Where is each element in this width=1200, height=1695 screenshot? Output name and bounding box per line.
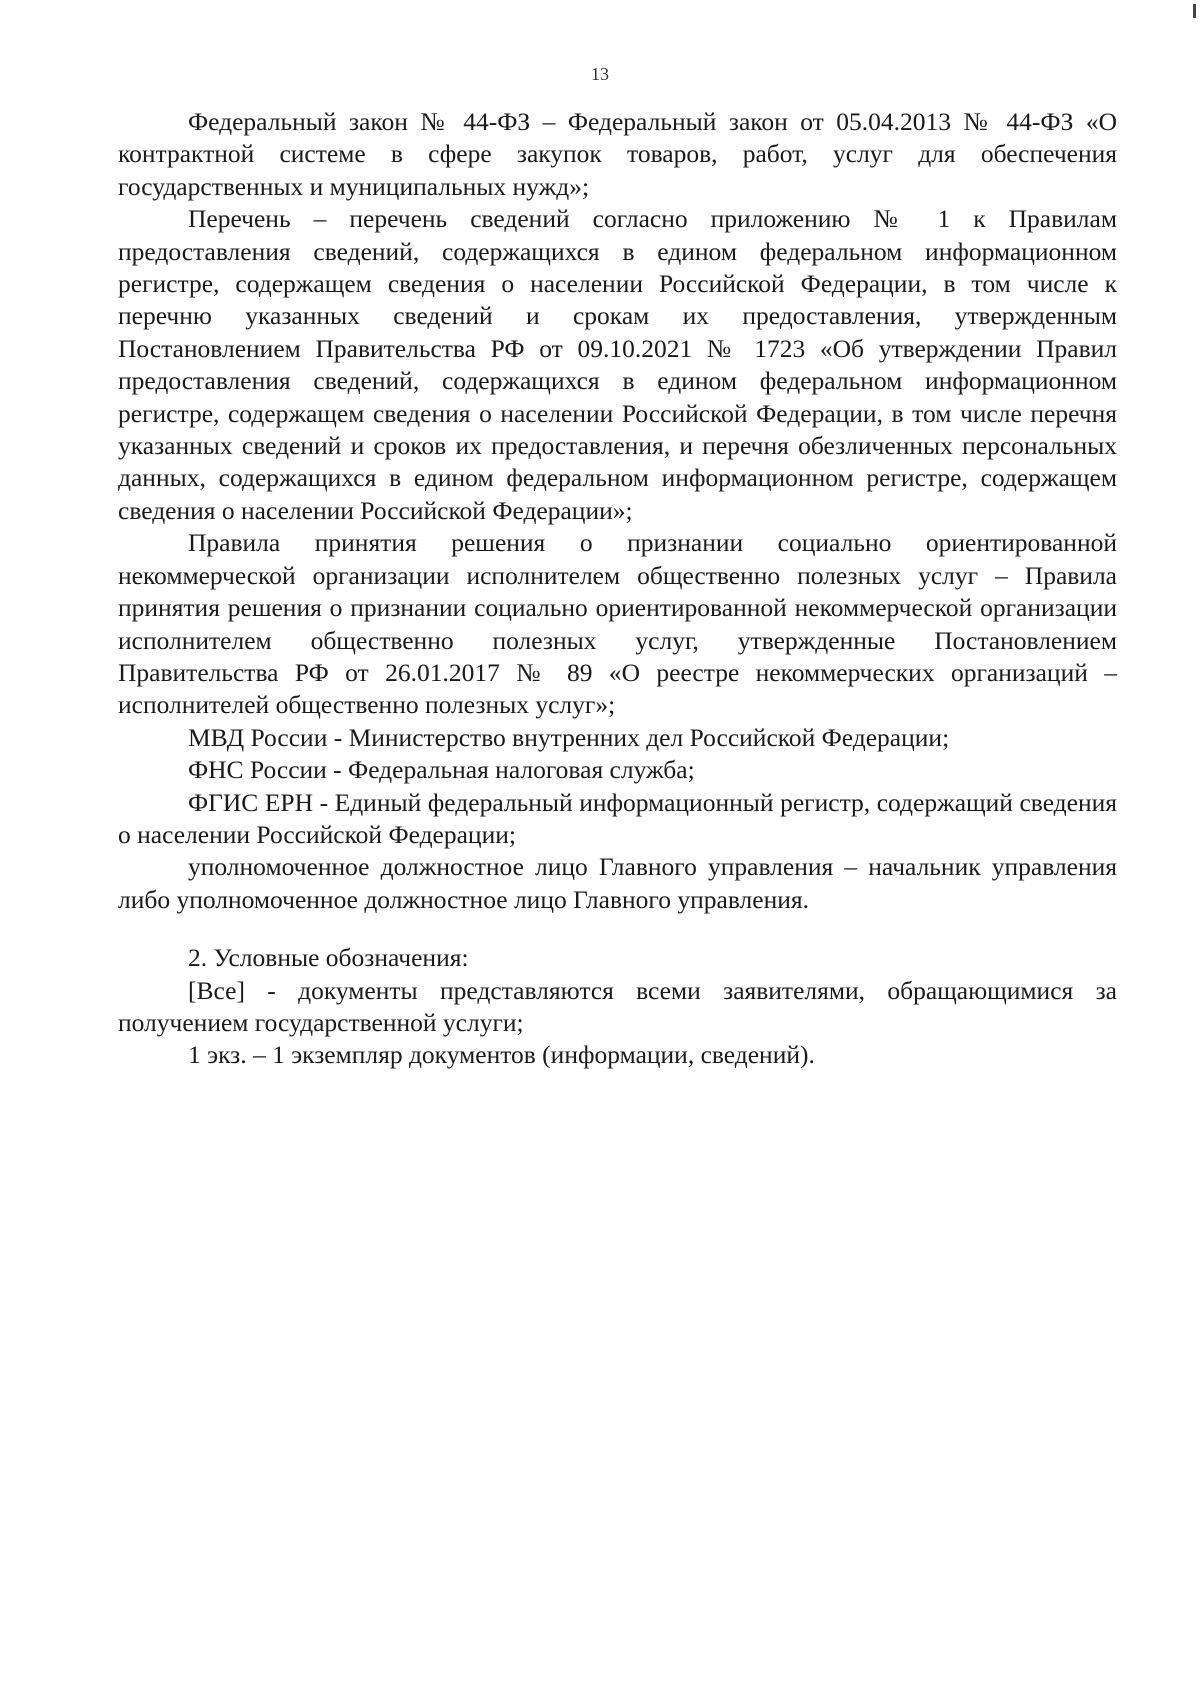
definition-perechen: Перечень – перечень сведений согласно приложению № 1 к Правилам предоставления сведений, содержащихся в едином федеральном информационном регистре, содержащем сведения о населении Российской Федерации, в том числе к перечню указанных сведений и срокам их предоставления, утвержденным Постановлением Правительства РФ от 09.10.2021 № 1723 «Об утверждении Правил предоставления сведений, содержащихся в едином федеральном информационном регистре, содержащем сведения о населении Российской Федерации, в том числе перечня указанных сведений и сроков их предоставления, и перечня обезличенных персональных данных, содержащихся в едином федеральном информационном регистре, содержащем сведения о населении Российской Федерации»; <box>118 204 1117 525</box>
definition-official: уполномоченное должностное лицо Главного управления – начальник управления либо уполномоченное должностное лицо Главного управления. <box>118 852 1117 914</box>
document-body <box>118 106 1117 1072</box>
definition-fgis-ern: ФГИС ЕРН - Единый федеральный информационный регистр, содержащий сведения о населении Российской Федерации; <box>118 787 1117 849</box>
definition-44fz: Федеральный закон № 44-ФЗ – Федеральный закон от 05.04.2013 № 44-ФЗ «О контрактной системе в сфере закупок товаров, работ, услуг для обеспечения государственных и муниципальных нужд»; <box>118 107 1117 201</box>
definition-fns: ФНС России - Федеральная налоговая служба; <box>188 755 695 785</box>
notation-item: 1 экз. – 1 экземпляр документов (информации, сведений). <box>188 1040 815 1070</box>
definition-mvd: МВД России - Министерство внутренних дел Российской Федерации; <box>188 722 950 752</box>
edge-mark <box>1193 4 1196 18</box>
notation-item: [Все] - документы представляются всеми заявителями, обращающимися за получением государственной услуги; <box>118 975 1117 1037</box>
section-heading: 2. Условные обозначения: <box>188 943 469 973</box>
page-number: 13 <box>591 64 609 84</box>
definition-pravila: Правила принятия решения о признании социально ориентированной некоммерческой организации исполнителем общественно полезных услуг – Правила принятия решения о признании социально ориентированной некоммерческой организации исполнителем общественно полезных услуг, утвержденные Постановлением Правительства РФ от 26.01.2017 № 89 «О реестре некоммерческих организаций – исполнителей общественно полезных услуг»; <box>118 528 1117 720</box>
